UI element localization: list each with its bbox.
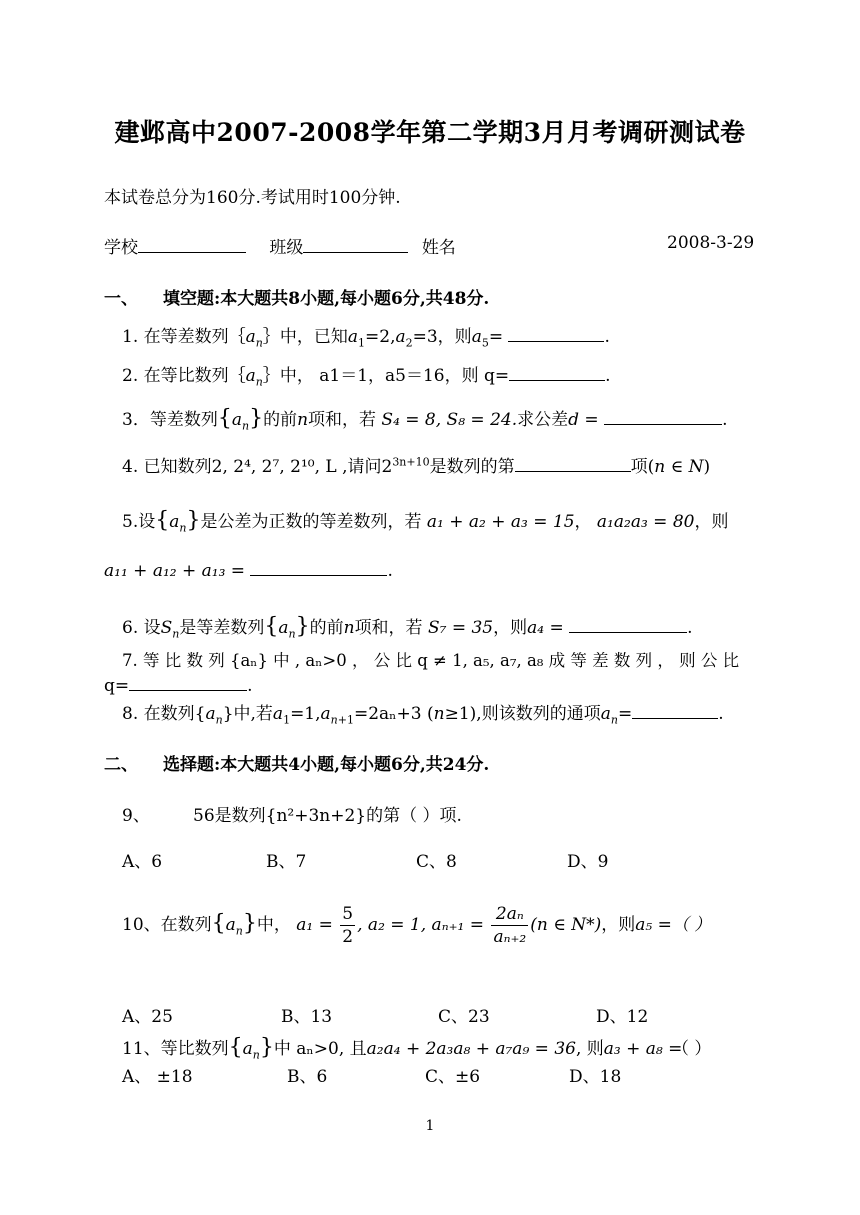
class-blank[interactable] bbox=[303, 235, 408, 253]
school-label: 学校 bbox=[104, 238, 138, 258]
q11-option-a[interactable]: A、 ±18 bbox=[122, 1067, 193, 1087]
question-6: 6. 设$S_n$是等差数列$\{a_n\}$的前n项和，若 S₇ = 35，则a₄ = . bbox=[122, 614, 693, 641]
exam-date: 2008-3-29 bbox=[667, 233, 755, 253]
section-2-number: 二、 bbox=[104, 755, 138, 775]
page-number: 1 bbox=[425, 1118, 435, 1134]
question-4: 4. 已知数列2, 2⁴, 2⁷, 2¹⁰, L ,请问$2^{3n+10}$是数列的第 项(n ∈ N) bbox=[122, 455, 711, 477]
question-8: 8. 在数列$\{a_n\}$中,若$a_1=1,a_{n+1}=2a_n+3$ (n≥1),则该数列的通项$a_n=$ . bbox=[122, 699, 724, 726]
question-7: 7. 等 比 数 列 {aₙ} 中 , aₙ>0 ， 公 比 q ≠ 1, a₅, a₇, a₈ 成 等 差 数 列 ， 则 公 比 bbox=[122, 651, 740, 670]
question-2: 2. 在等比数列$\{a_n\}$中， a1＝1，a5＝16，则 q= . bbox=[122, 361, 611, 388]
question-5: 5.设$\{a_n\}$是公差为正数的等差数列，若 a₁ + a₂ + a₃ = 15， a₁a₂a₃ = 80，则 bbox=[122, 508, 729, 535]
page-title: 建邺高中2007-2008学年第二学期3月月考调研测试卷 bbox=[114, 118, 746, 147]
answer-blank-6[interactable] bbox=[569, 615, 687, 633]
q9-option-a[interactable]: A、6 bbox=[122, 852, 163, 872]
answer-blank-8[interactable] bbox=[632, 701, 718, 719]
q10-option-b[interactable]: B、13 bbox=[281, 1007, 333, 1027]
question-5-continued: a₁₁ + a₁₂ + a₁₃ = . bbox=[104, 558, 393, 581]
q10-option-d[interactable]: D、12 bbox=[596, 1007, 649, 1027]
info-line bbox=[104, 233, 456, 258]
q11-answer-paren: （ ） bbox=[672, 1039, 712, 1059]
answer-blank-3[interactable] bbox=[604, 407, 722, 425]
answer-blank-2[interactable] bbox=[509, 363, 605, 381]
q9-option-d[interactable]: D、9 bbox=[567, 852, 609, 872]
question-9-number: 9、 bbox=[122, 806, 150, 826]
section-1-heading: 填空题:本大题共8小题,每小题6分,共48分. bbox=[163, 289, 490, 309]
fraction-five-halves: $\frac{5}{2}$ bbox=[342, 904, 354, 947]
question-3: 3．等差数列$\{a_n\}$的前n项和，若 S₄ = 8, S₈ = 24.求公差d = . bbox=[122, 406, 728, 433]
section-1-number: 一、 bbox=[104, 289, 138, 309]
answer-blank-7[interactable] bbox=[129, 673, 247, 691]
name-label: 姓名 bbox=[421, 238, 456, 258]
fraction-recurrence: $\frac{\text{2aₙ}}{\text{aₙ₊₂}}$ bbox=[493, 904, 527, 947]
school-blank[interactable] bbox=[138, 235, 246, 253]
q11-option-c[interactable]: C、±6 bbox=[425, 1067, 481, 1087]
intro-text: 本试卷总分为160分.考试用时100分钟. bbox=[104, 188, 401, 208]
question-7-continued: q= . bbox=[104, 673, 253, 696]
question-10: 10、在数列$\{a_n\}$中， a₁ = $\frac{5}{2}$ , a₂ = 1, aₙ₊₁ = $\frac{\text{2aₙ}}{\text{aₙ₊₂}}$ (n ∈ N*)，则a₅ =（ ） bbox=[122, 904, 712, 947]
q10-option-a[interactable]: A、25 bbox=[122, 1007, 173, 1027]
section-2-heading: 选择题:本大题共4小题,每小题6分,共24分. bbox=[163, 755, 490, 775]
q11-option-b[interactable]: B、6 bbox=[287, 1067, 328, 1087]
q9-option-b[interactable]: B、7 bbox=[266, 852, 307, 872]
q9-option-c[interactable]: C、8 bbox=[416, 852, 457, 872]
q11-option-d[interactable]: D、18 bbox=[569, 1067, 622, 1087]
q10-option-c[interactable]: C、23 bbox=[438, 1007, 490, 1027]
question-1: 1. 在等差数列$\{a_n\}$中，已知$a_1=2,a_2=3$，则$a_5=$ . bbox=[122, 322, 610, 349]
question-9-text: 56是数列{n²+3n+2}的第（ ）项. bbox=[193, 806, 462, 826]
answer-blank-5[interactable] bbox=[250, 558, 387, 576]
class-label: 班级 bbox=[269, 238, 304, 258]
answer-blank-4[interactable] bbox=[515, 454, 631, 472]
answer-blank-1[interactable] bbox=[508, 324, 604, 342]
question-11: 11、等比数列$\{a_n\}$中 aₙ>0, 且a₂a₄ + 2a₃a₈ + a₇a₉ = 36, 则a₃ + a₈ = bbox=[122, 1035, 683, 1062]
